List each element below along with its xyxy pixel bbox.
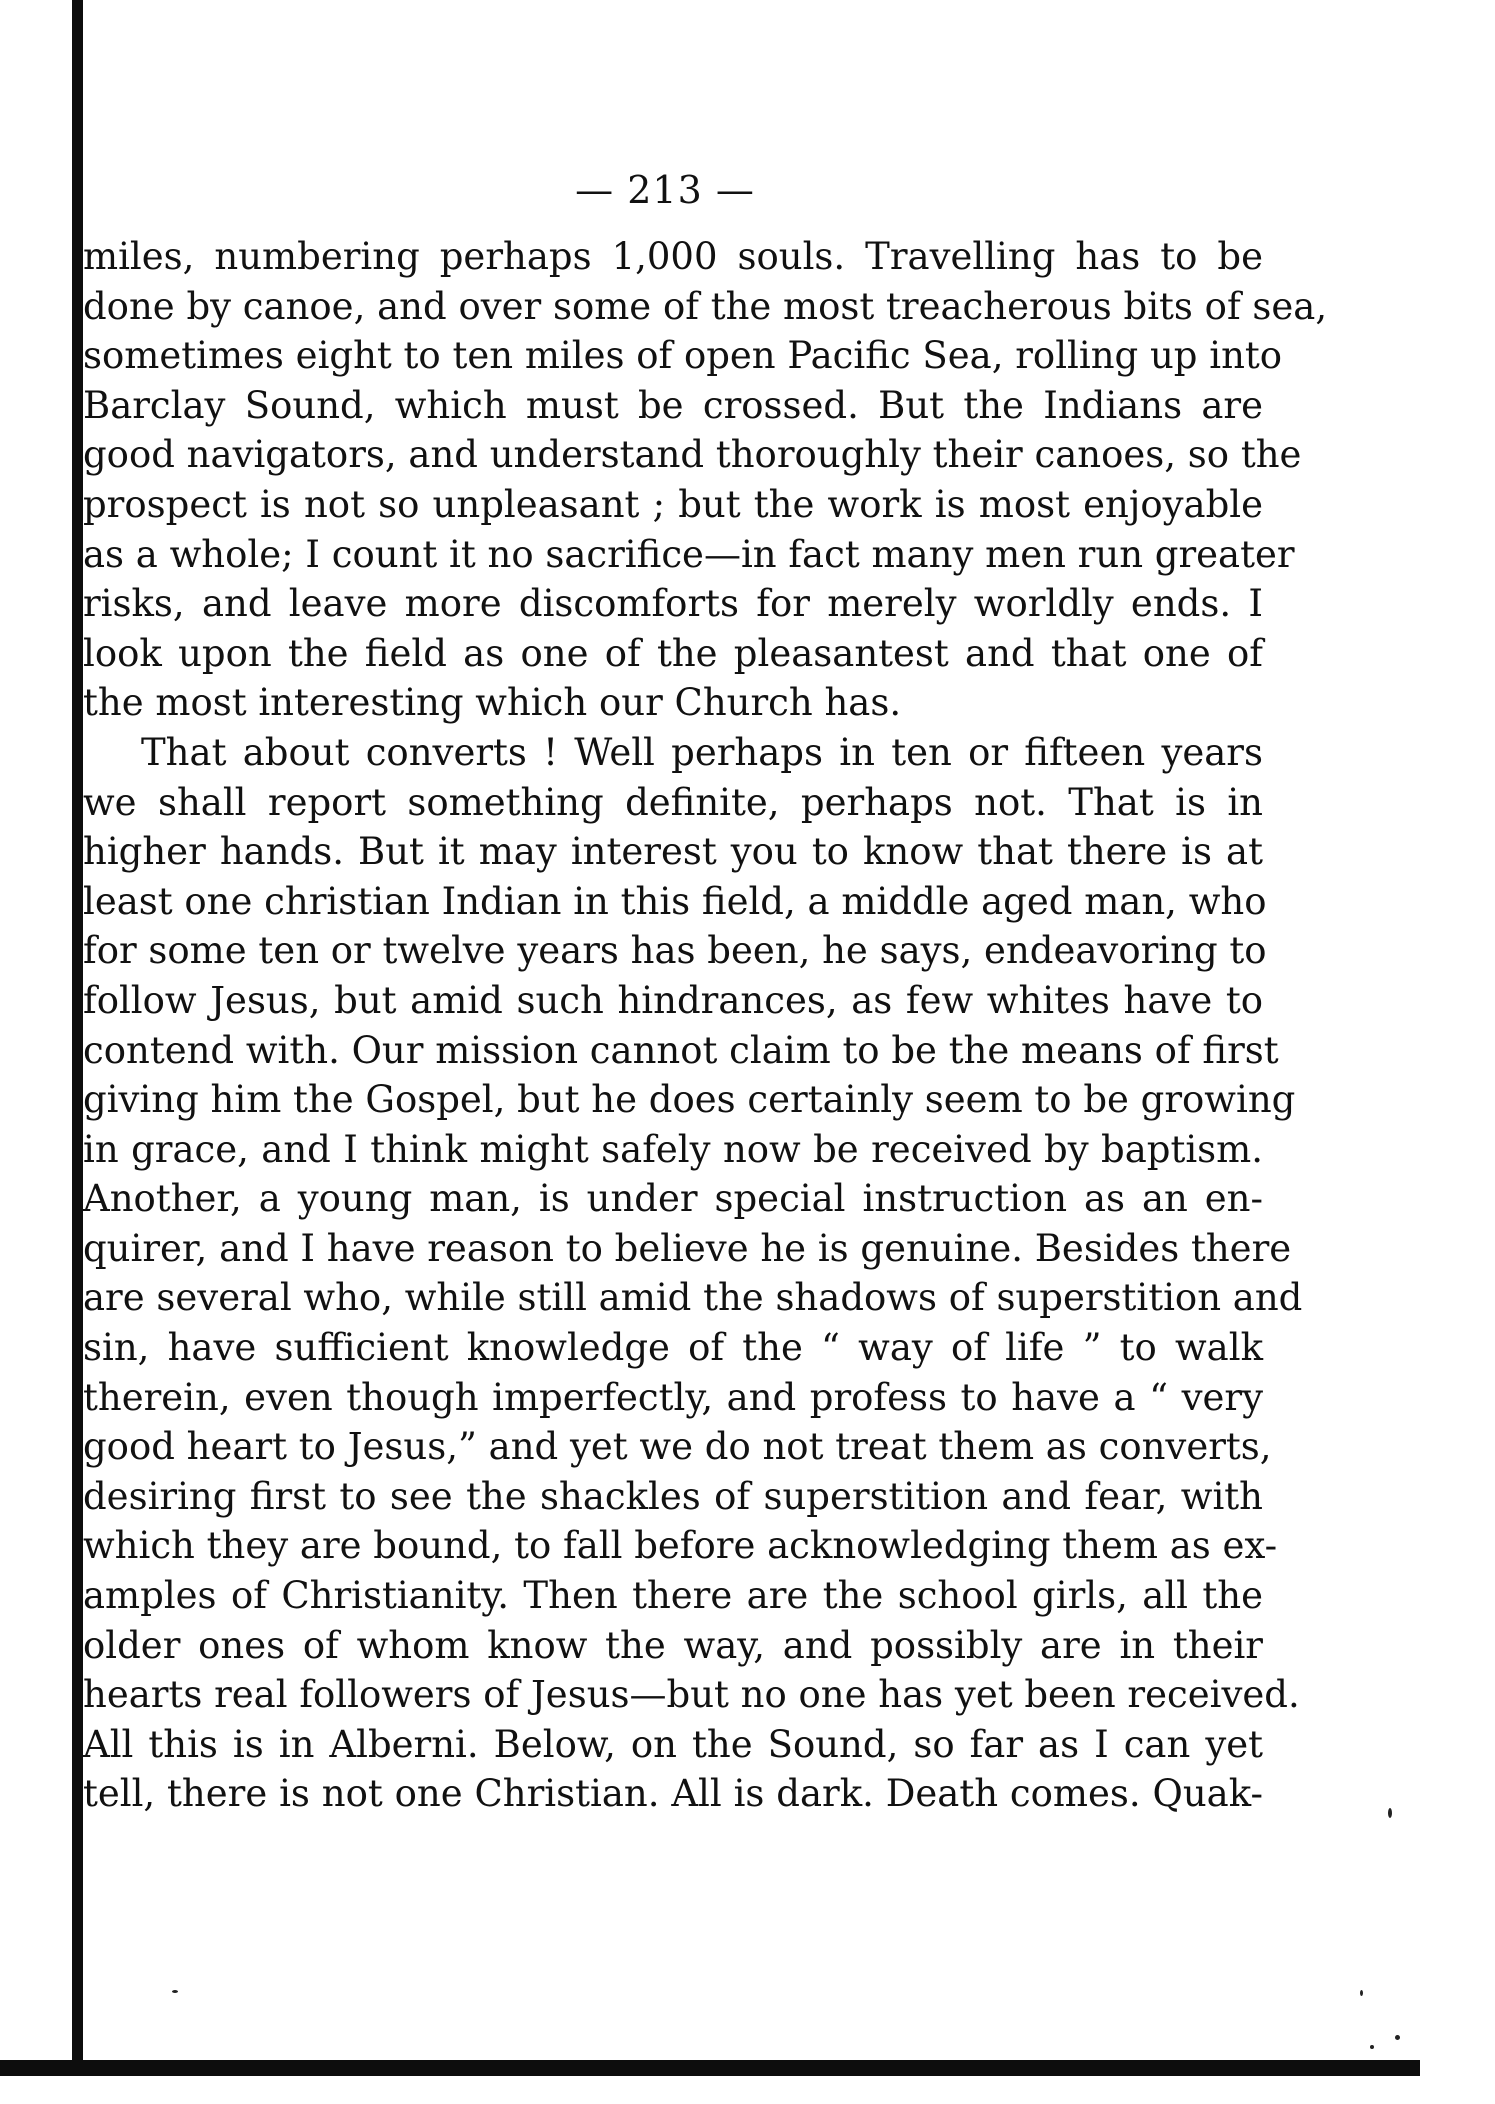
text-line: desiring first to see the shackles of superstition and fear, with bbox=[83, 1474, 1263, 1518]
text-line: risks, and leave more discomforts for merely worldly ends. I bbox=[83, 582, 1263, 626]
text-line: quirer, and I have reason to believe he is genuine. Besides there bbox=[83, 1226, 1292, 1270]
text-line: sometimes eight to ten miles of open Pacific Sea, rolling up into bbox=[83, 334, 1283, 378]
text-line: Another, a young man, is under special instruction as an en- bbox=[83, 1177, 1263, 1221]
text-line: older ones of whom know the way, and possibly are in their bbox=[83, 1623, 1263, 1667]
page-number: — 213 — bbox=[575, 168, 755, 212]
text-line: amples of Christianity. Then there are the school girls, all the bbox=[83, 1574, 1263, 1618]
text-line: hearts real followers of Jesus—but no one has yet been received. bbox=[83, 1673, 1300, 1717]
scan-binding-edge bbox=[72, 0, 83, 2060]
text-line: good navigators, and understand thoroughly their canoes, so the bbox=[83, 433, 1302, 477]
text-line: for some ten or twelve years has been, he says, endeavoring to bbox=[83, 929, 1267, 973]
text-line: miles, numbering perhaps 1,000 souls. Travelling has to be bbox=[83, 235, 1263, 278]
text-line: That about converts ! Well perhaps in ten or fifteen years bbox=[141, 730, 1263, 774]
text-line: follow Jesus, but amid such hindrances, as few whites have to bbox=[83, 978, 1263, 1022]
text-line: we shall report something definite, perhaps not. That is in bbox=[83, 780, 1263, 824]
text-line: Barclay Sound, which must be crossed. But the Indians are bbox=[83, 383, 1263, 427]
text-line: giving him the Gospel, but he does certainly seem to be growing bbox=[83, 1078, 1296, 1122]
text-line: contend with. Our mission cannot claim to be the means of first bbox=[83, 1028, 1279, 1072]
text-line: which they are bound, to fall before acknowledging them as ex- bbox=[83, 1524, 1278, 1568]
text-line: sin, have sufficient knowledge of the “ way of life ” to walk bbox=[83, 1326, 1263, 1370]
text-line: tell, there is not one Christian. All is dark. Death comes. Quak- bbox=[83, 1772, 1263, 1816]
text-line: the most interesting which our Church has. bbox=[83, 681, 902, 725]
text-line: done by canoe, and over some of the most treacherous bits of sea, bbox=[83, 284, 1328, 328]
text-line: in grace, and I think might safely now be received by baptism. bbox=[83, 1127, 1263, 1171]
text-line: look upon the field as one of the pleasantest and that one of bbox=[83, 631, 1263, 675]
text-line: are several who, while still amid the shadows of superstition and bbox=[83, 1276, 1303, 1320]
text-line: therein, even though imperfectly, and profess to have a “ very bbox=[83, 1375, 1263, 1419]
body-text bbox=[83, 232, 1328, 1819]
scan-speck bbox=[172, 1990, 178, 1993]
text-line: as a whole; I count it no sacrifice—in fact many men run greater bbox=[83, 532, 1295, 576]
scan-speck bbox=[1395, 2035, 1400, 2040]
scan-speck bbox=[1388, 1808, 1392, 1818]
scan-speck bbox=[1360, 1990, 1363, 1996]
text-line: All this is in Alberni. Below, on the Sound, so far as I can yet bbox=[83, 1722, 1263, 1766]
text-line: good heart to Jesus,” and yet we do not treat them as converts, bbox=[83, 1425, 1272, 1469]
text-line: higher hands. But it may interest you to know that there is at bbox=[83, 830, 1263, 874]
text-line: prospect is not so unpleasant ; but the work is most enjoyable bbox=[83, 482, 1263, 526]
scan-speck bbox=[1370, 2045, 1374, 2049]
text-line: least one christian Indian in this field, a middle aged man, who bbox=[83, 879, 1267, 923]
scan-bottom-edge bbox=[0, 2060, 1420, 2076]
